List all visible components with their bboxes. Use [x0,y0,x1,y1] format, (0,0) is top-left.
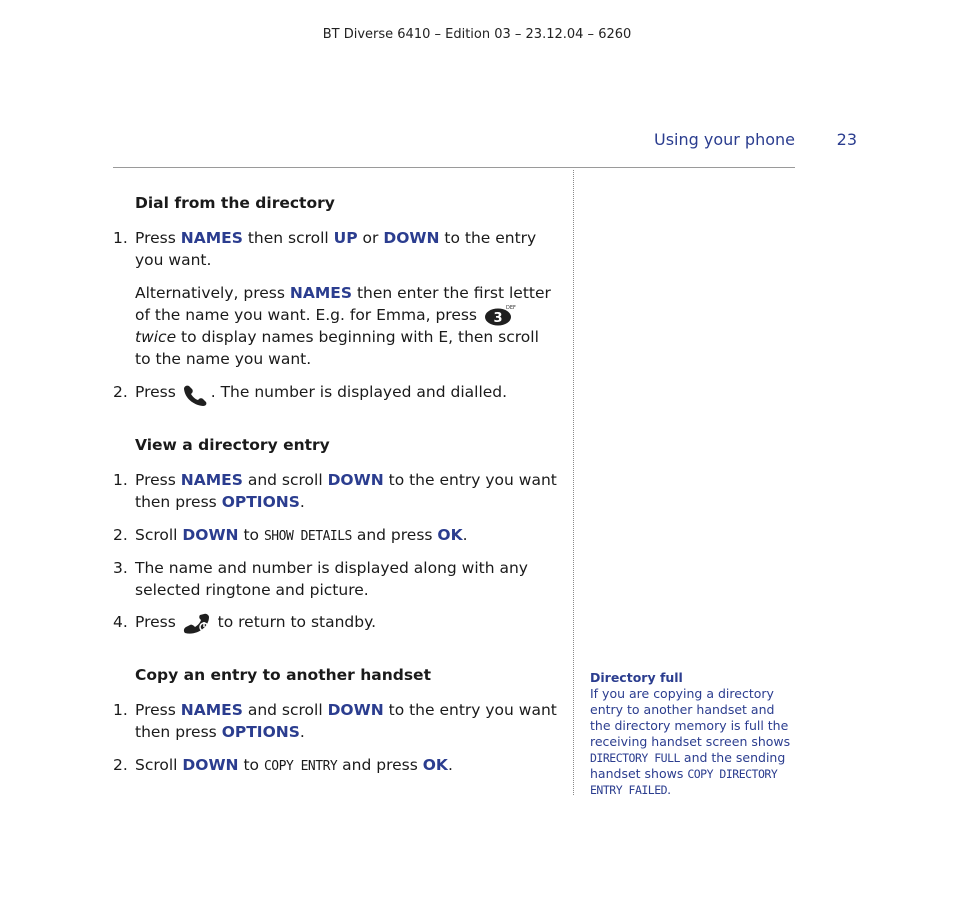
up-key-label: UP [333,229,358,247]
lcd-text-copy-entry: COPY ENTRY [263,759,338,774]
text: and press [351,526,438,544]
end-call-key-icon [181,613,213,633]
names-key-label: NAMES [289,284,353,302]
copy-step-1 [113,699,563,743]
text: and press [337,756,423,774]
text: Scroll [135,756,183,774]
text: If you are copying a directory entry to another handset and the directory memory is full the receiving handset screen shows [590,686,791,749]
text: to the entry you want. [135,229,537,269]
sidebar-note-title: Directory full [590,670,683,685]
down-key-label: DOWN [182,756,239,774]
text: . [299,723,305,741]
text: . The number is displayed and dialled. [210,383,508,401]
talk-key-icon [181,383,211,403]
text: or [357,229,384,247]
key-letters: DEF [505,304,516,311]
text: Press [135,383,181,401]
key-digit: 3 [493,310,503,326]
lcd-text-directory-full: DIRECTORY FULL [590,751,680,765]
step-number: 1. [113,229,128,247]
running-title: Using your phone [653,130,795,149]
down-key-label: DOWN [383,229,440,247]
step-number: 4. [113,613,128,631]
text: to the entry you want then press [135,701,557,741]
text: to return to standby. [212,613,376,631]
text: Alternatively, press [135,284,290,302]
names-key-label: NAMES [180,471,243,489]
text: . [667,782,672,797]
view-step-4 [113,611,563,633]
step-number: 1. [113,701,128,719]
text: . [299,493,305,511]
text: Press [135,701,181,719]
edition-line: BT Diverse 6410 – Edition 03 – 23.12.04 – 6260 [322,27,632,42]
sidebar-note-directory-full [590,670,795,798]
dial-alternative-paragraph [135,282,555,370]
view-step-3 [113,557,563,601]
step-number: 1. [113,471,128,489]
text: The name and number is displayed along with any selected ringtone and picture. [135,559,528,599]
ok-key-label: OK [422,756,448,774]
options-key-label: OPTIONS [221,723,300,741]
text: to [238,756,264,774]
text: to [238,526,264,544]
text: and scroll [242,471,328,489]
copy-step-2 [113,754,563,778]
text: Press [135,613,181,631]
dial-step-1 [113,227,563,271]
lcd-text-copy-failed: COPY DIRECTORY ENTRY FAILED [590,767,778,797]
down-key-label: DOWN [182,526,239,544]
step-number: 2. [113,756,128,774]
heading-dial-from-directory: Dial from the directory [135,194,335,212]
sidebar-note-body [590,686,795,798]
names-key-label: NAMES [180,701,243,719]
text: . [462,526,468,544]
ok-key-label: OK [437,526,463,544]
text: to display names beginning with E, then scroll to the name you want. [135,328,539,368]
down-key-label: DOWN [327,471,384,489]
column-divider [573,170,574,795]
key-3-def-icon [484,306,514,326]
text: Press [135,229,181,247]
text: Scroll [135,526,183,544]
heading-copy-entry: Copy an entry to another handset [135,666,431,684]
view-step-1 [113,469,563,513]
view-step-2 [113,524,563,548]
text: and scroll [242,701,328,719]
text: then enter the first letter of the name you want. E.g. for Emma, press [135,284,551,324]
dial-step-2 [113,381,563,403]
header-rule [113,167,795,168]
emphasis-twice: twice [135,328,177,346]
step-number: 2. [113,526,128,544]
lcd-text-show-details: SHOW DETAILS [263,529,352,544]
text: to the entry you want then press [135,471,557,511]
step-number: 3. [113,559,128,577]
heading-view-directory-entry: View a directory entry [135,436,330,454]
text: and the sending handset shows [590,750,786,781]
down-key-label: DOWN [327,701,384,719]
page-number: 23 [836,130,857,149]
names-key-label: NAMES [180,229,243,247]
step-number: 2. [113,383,128,401]
text: . [447,756,453,774]
text: Press [135,471,181,489]
options-key-label: OPTIONS [221,493,300,511]
text: then scroll [242,229,334,247]
